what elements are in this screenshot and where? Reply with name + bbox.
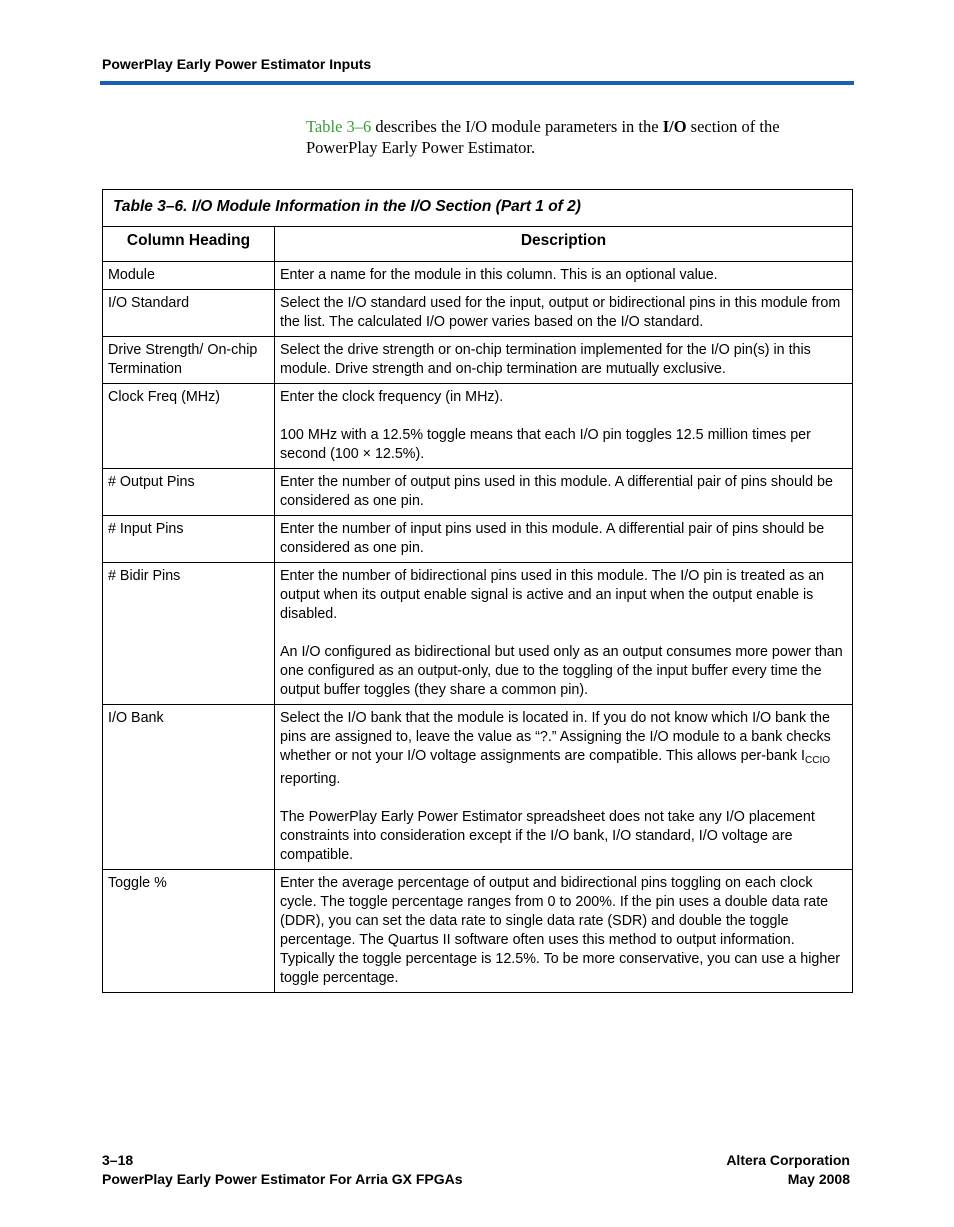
description-paragraph: Enter the number of input pins used in this module. A differential pair of pins should be considered as one pin. bbox=[280, 521, 825, 556]
description-paragraph: Enter a name for the module in this column. This is an optional value. bbox=[280, 267, 718, 283]
header-description: Description bbox=[275, 227, 853, 262]
row-description bbox=[275, 516, 853, 563]
row-description bbox=[275, 563, 853, 705]
table-row bbox=[103, 870, 853, 993]
table-row bbox=[103, 262, 853, 290]
row-heading: Toggle % bbox=[103, 870, 275, 993]
running-header: PowerPlay Early Power Estimator Inputs bbox=[102, 56, 372, 72]
table-row bbox=[103, 563, 853, 705]
header-column-heading: Column Heading bbox=[103, 227, 275, 262]
io-module-table bbox=[102, 189, 853, 993]
ccio-subscript: CCIO bbox=[805, 755, 831, 766]
publication-date: May 2008 bbox=[787, 1171, 850, 1187]
description-paragraph: Enter the number of bidirectional pins used in this module. The I/O pin is treated as an output when its output enable signal is active and an input when the output enable is disabled. bbox=[280, 568, 825, 622]
table-row bbox=[103, 469, 853, 516]
header-rule bbox=[100, 81, 854, 85]
table-row bbox=[103, 384, 853, 469]
description-paragraph: Enter the number of output pins used in this module. A differential pair of pins should be considered as one pin. bbox=[280, 474, 833, 509]
footer-right bbox=[726, 1151, 850, 1189]
row-heading: Drive Strength/ On-chip Termination bbox=[103, 337, 275, 384]
company-name: Altera Corporation bbox=[726, 1152, 850, 1168]
description-paragraph: Select the I/O standard used for the input, output or bidirectional pins in this module from the list. The calculated I/O power varies based on the I/O standard. bbox=[280, 295, 841, 330]
page-number: 3–18 bbox=[102, 1152, 134, 1168]
row-description bbox=[275, 384, 853, 469]
row-description bbox=[275, 469, 853, 516]
row-description bbox=[275, 870, 853, 993]
description-paragraph: Enter the average percentage of output and bidirectional pins toggling on each clock cycle. The toggle percentage ranges from 0 to 200%. If the pin uses a double data rate (DDR), you can set the data rate to single data rate (SDR) and double the toggle percentage. The Quartus II software often uses this method to output information. Typically the toggle percentage is 12.5%. To be more conservative, you can use a higher toggle percentage. bbox=[280, 875, 841, 986]
bank-text: Select the I/O bank that the module is located in. If you do not know which I/O bank the pins are assigned to, leave the value as “?.” Assigning the I/O module to a bank checks whether or not your I/O voltage assignments are compatible. This allows per-bank I bbox=[280, 710, 831, 764]
row-description bbox=[275, 290, 853, 337]
description-paragraph bbox=[280, 709, 846, 789]
table-row bbox=[103, 705, 853, 870]
row-description bbox=[275, 705, 853, 870]
intro-text-b: section of the PowerPlay Early Power Estimator. bbox=[306, 117, 780, 157]
intro-paragraph bbox=[306, 116, 851, 158]
description-paragraph: Enter the clock frequency (in MHz). bbox=[280, 389, 504, 405]
intro-bold-io: I/O bbox=[662, 117, 687, 136]
footer-left bbox=[102, 1151, 463, 1189]
row-heading: # Input Pins bbox=[103, 516, 275, 563]
row-heading: # Output Pins bbox=[103, 469, 275, 516]
bank-text-tail: reporting. bbox=[280, 771, 341, 787]
row-heading: I/O Bank bbox=[103, 705, 275, 870]
description-paragraph: 100 MHz with a 12.5% toggle means that each I/O pin toggles 12.5 million times per second (100 × 12.5%). bbox=[280, 427, 811, 462]
row-heading: Module bbox=[103, 262, 275, 290]
description-paragraph: The PowerPlay Early Power Estimator spreadsheet does not take any I/O placement constraints into consideration except if the I/O bank, I/O standard, I/O voltage are compatible. bbox=[280, 809, 815, 863]
table-caption: Table 3–6. I/O Module Information in the I/O Section (Part 1 of 2) bbox=[103, 190, 853, 227]
table-row bbox=[103, 337, 853, 384]
table-row bbox=[103, 516, 853, 563]
document-title: PowerPlay Early Power Estimator For Arria GX FPGAs bbox=[102, 1171, 463, 1187]
row-description bbox=[275, 337, 853, 384]
table-xref-link[interactable]: Table 3–6 bbox=[306, 117, 372, 136]
row-heading: # Bidir Pins bbox=[103, 563, 275, 705]
intro-text-a: describes the I/O module parameters in the bbox=[371, 117, 663, 136]
description-paragraph: Select the drive strength or on-chip termination implemented for the I/O pin(s) in this module. Drive strength and on-chip termination are mutually exclusive. bbox=[280, 342, 811, 377]
description-paragraph: An I/O configured as bidirectional but used only as an output consumes more power than one configured as an output-only, due to the toggling of the input buffer every time the output buffer toggles (they share a common pin). bbox=[280, 644, 843, 698]
row-heading: Clock Freq (MHz) bbox=[103, 384, 275, 469]
row-heading: I/O Standard bbox=[103, 290, 275, 337]
row-description bbox=[275, 262, 853, 290]
table-row bbox=[103, 290, 853, 337]
